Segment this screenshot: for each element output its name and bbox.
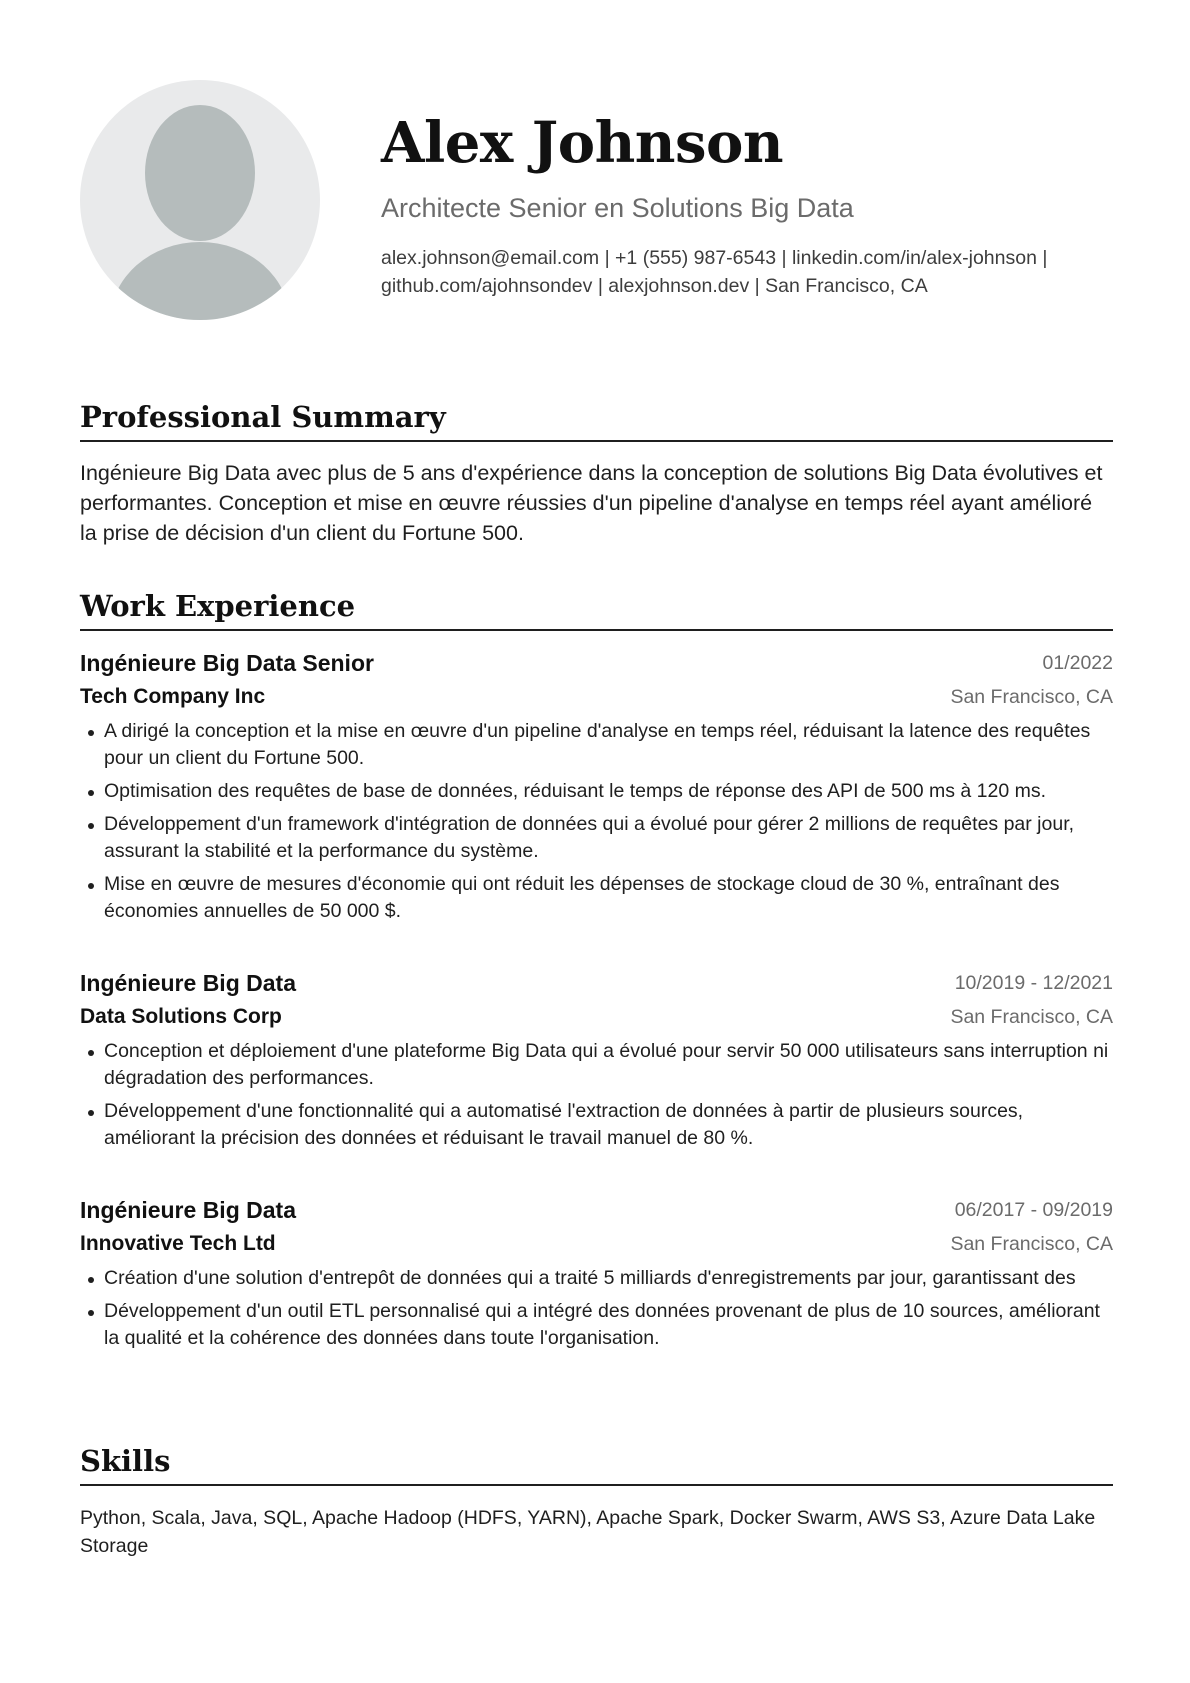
- avatar-head-shape: [145, 105, 255, 241]
- avatar-body-shape: [110, 242, 290, 320]
- list-item: Conception et déploiement d'une plateforme Big Data qui a évolué pour servir 50 000 utilisateurs sans interruption ni dégradation des performances.: [80, 1038, 1113, 1092]
- job-company: Data Solutions Corp: [80, 1005, 282, 1028]
- list-item: Développement d'un outil ETL personnalisé qui a intégré des données provenant de plus de 10 sources, améliorant la qualité et la cohérence des données dans toute l'organisation.: [80, 1298, 1113, 1352]
- contact-info: [381, 244, 1121, 300]
- contact-line-2: github.com/ajohnsondev | alexjohnson.dev | San Francisco, CA: [381, 275, 928, 297]
- job-location: San Francisco, CA: [950, 686, 1113, 708]
- job-date: 10/2019 - 12/2021: [954, 972, 1113, 994]
- experience-heading: Work Experience: [80, 586, 1113, 631]
- list-item: Développement d'un framework d'intégration de données qui a évolué pour gérer 2 millions de requêtes par jour, assurant la stabilité et la performance du système.: [80, 811, 1113, 865]
- job-location: San Francisco, CA: [950, 1233, 1113, 1255]
- job-role: Ingénieure Big Data Senior: [80, 650, 374, 676]
- avatar-placeholder-icon: [80, 80, 320, 320]
- job-company-row: [80, 1000, 1113, 1034]
- summary-text: Ingénieure Big Data avec plus de 5 ans d'expérience dans la conception de solutions Big Data évolutives et performantes. Conception et mise en œuvre réussies d'un pipeline d'analyse en temps réel ayant amélioré la prise de décision d'un client du Fortune 500.: [80, 461, 1103, 545]
- skills-heading: Skills: [80, 1441, 1113, 1486]
- job-bullet-list: [80, 718, 1113, 925]
- job-entry-1: [80, 646, 1113, 931]
- job-entry-2: [80, 966, 1113, 1158]
- summary-heading: Professional Summary: [80, 397, 1113, 442]
- list-item: Optimisation des requêtes de base de données, réduisant le temps de réponse des API de 500 ms à 120 ms.: [80, 778, 1113, 805]
- job-header-row: [80, 1193, 1113, 1227]
- job-company-row: [80, 1227, 1113, 1261]
- job-header-row: [80, 966, 1113, 1000]
- list-item: Développement d'une fonctionnalité qui a automatisé l'extraction de données à partir de plusieurs sources, améliorant la précision des données et réduisant le travail manuel de 80 %.: [80, 1098, 1113, 1152]
- job-date: 06/2017 - 09/2019: [954, 1199, 1113, 1221]
- job-bullet-list: [80, 1038, 1113, 1152]
- job-company: Tech Company Inc: [80, 685, 266, 708]
- job-header-row: [80, 646, 1113, 680]
- job-company-row: [80, 680, 1113, 714]
- candidate-title: Architecte Senior en Solutions Big Data: [381, 193, 854, 223]
- job-date: 01/2022: [1042, 652, 1113, 674]
- job-entry-3: [80, 1193, 1113, 1358]
- job-role: Ingénieure Big Data: [80, 1197, 296, 1223]
- job-bullet-list: [80, 1265, 1113, 1352]
- contact-line-1: alex.johnson@email.com | +1 (555) 987-6543 | linkedin.com/in/alex-johnson |: [381, 247, 1048, 269]
- list-item: A dirigé la conception et la mise en œuvre d'un pipeline d'analyse en temps réel, réduisant la latence des requêtes pour un client du Fortune 500.: [80, 718, 1113, 772]
- job-role: Ingénieure Big Data: [80, 970, 296, 996]
- job-company: Innovative Tech Ltd: [80, 1232, 276, 1255]
- list-item: Création d'une solution d'entrepôt de données qui a traité 5 milliards d'enregistrements par jour, garantissant des: [80, 1265, 1113, 1292]
- job-location: San Francisco, CA: [950, 1006, 1113, 1028]
- skills-text: Python, Scala, Java, SQL, Apache Hadoop (HDFS, YARN), Apache Spark, Docker Swarm, AWS S3, Azure Data Lake Storage: [80, 1507, 1096, 1557]
- list-item: Mise en œuvre de mesures d'économie qui ont réduit les dépenses de stockage cloud de 30 %, entraînant des économies annuelles de 50 000 $.: [80, 871, 1113, 925]
- candidate-name: Alex Johnson: [381, 110, 784, 176]
